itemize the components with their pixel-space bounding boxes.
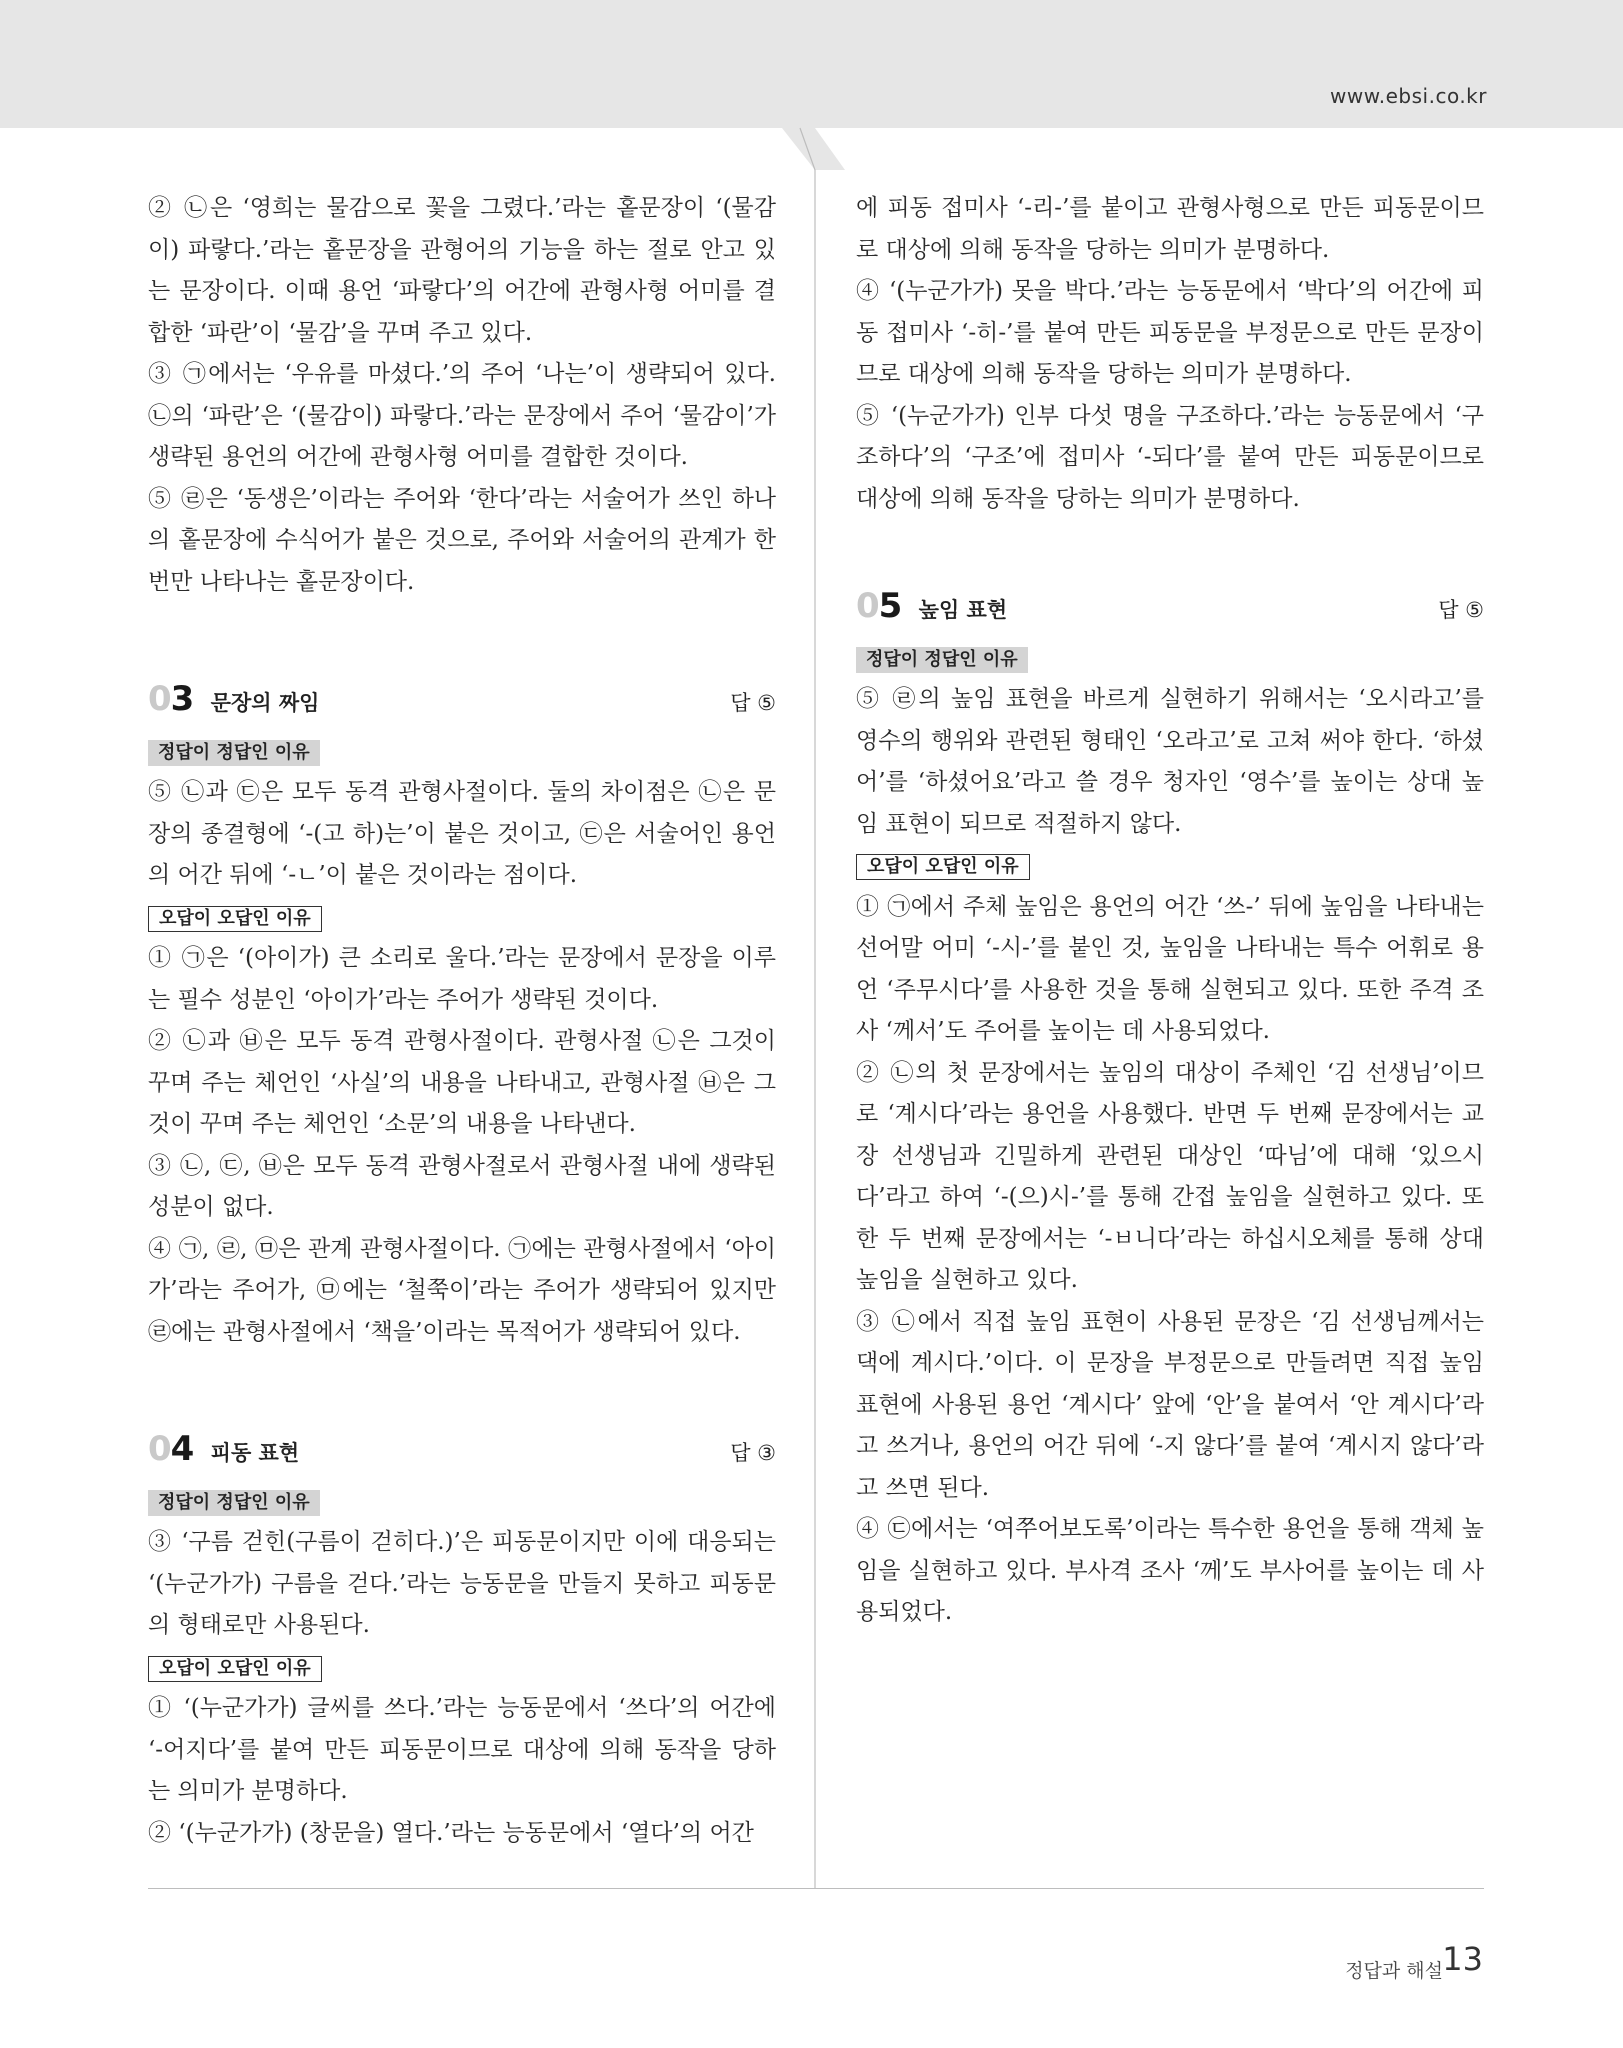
paragraph: ② ㉡과 ㉥은 모두 동격 관형사절이다. 관형사절 ㉡은 그것이 꾸며 주는 체언인 ‘사실’의 내용을 나타내고, 관형사절 ㉥은 그것이 꾸며 주는 체언인 ‘소문’의 내용을 나타낸다.	[148, 1028, 776, 1137]
correct-reason-label: 정답이 정답인 이유	[148, 1490, 320, 1516]
paragraph: ③ ㉠에서는 ‘우유를 마셨다.’의 주어 ‘나는’이 생략되어 있다. ㉡의 ‘파란’은 ‘(물감이) 파랗다.’라는 문장에서 주어 ‘물감이’가 생략된 용언의 어간에 관형사형 어미를 결합한 것이다.	[148, 361, 776, 470]
wrong-reason-label: 오답이 오답인 이유	[148, 906, 322, 932]
paragraph: ② ㉡의 첫 문장에서는 높임의 대상이 주체인 ‘김 선생님’이므로 ‘계시다’라는 용언을 사용했다. 반면 두 번째 문장에서는 교장 선생님과 긴밀하게 관련된 대상인 ‘따님’에 대해 ‘있으시다’라고 하여 ‘-(으)시-’를 통해 간접 높임을 실현하고 있다. 또한 두 번째 문장에서는 ‘-ㅂ니다’라는 하십시오체를 통해 상대 높임을 실현하고 있다.	[856, 1059, 1484, 1293]
footer-rule	[148, 1888, 1484, 1889]
correct-reason-label: 정답이 정답인 이유	[148, 740, 320, 766]
paragraph: ① ㉠에서 주체 높임은 용언의 어간 ‘쓰-’ 뒤에 높임을 나타내는 선어말 어미 ‘-시-’를 붙인 것, 높임을 나타내는 특수 어휘로 용언 ‘주무시다’를 사용한 것을 통해 실현되고 있다. 또한 주격 조사 ‘께서’도 주어를 높이는 데 사용되었다.	[856, 893, 1484, 1044]
section-number	[148, 679, 193, 719]
paragraph: ④ ㉠, ㉣, ㉤은 관계 관형사절이다. ㉠에는 관형사절에서 ‘아이가’라는 주어가, ㉤에는 ‘철쭉이’라는 주어가 생략되어 있지만 ㉣에는 관형사절에서 ‘책을’이라는 목적어가 생략되어 있다.	[148, 1235, 776, 1345]
header-notch	[782, 128, 845, 170]
section-title: 문장의 짜임	[210, 691, 320, 715]
page-number: 13	[1442, 1940, 1483, 1978]
paragraph: ⑤ ㉡과 ㉢은 모두 동격 관형사절이다. 둘의 차이점은 ㉡은 문장의 종결형에 ‘-(고 하)는’이 붙은 것이고, ㉢은 서술어인 용언의 어간 뒤에 ‘-ㄴ’이 붙은 것이라는 점이다.	[148, 779, 776, 888]
section-title: 피동 표현	[210, 1441, 300, 1465]
column-divider	[800, 128, 815, 1888]
section-answer: 답 ③	[730, 1441, 776, 1465]
paragraph: ⑤ ‘(누군가가) 인부 다섯 명을 구조하다.’라는 능동문에서 ‘구조하다’의 ‘구조’에 접미사 ‘-되다’를 붙여 만든 피동문이므로 대상에 의해 동작을 당하는 의미가 분명하다.	[856, 402, 1484, 512]
paragraph: ③ ㉡에서 직접 높임 표현이 사용된 문장은 ‘김 선생님께서는 댁에 계시다.’이다. 이 문장을 부정문으로 만들려면 직접 높임 표현에 사용된 용언 ‘계시다’ 앞에 ‘안’을 붙여서 ‘안 계시다’라고 쓰거나, 용언의 어간 뒤에 ‘-지 않다’를 붙여 ‘계시지 않다’라고 쓰면 된다.	[856, 1308, 1484, 1501]
paragraph: ⑤ ㉣의 높임 표현을 바르게 실현하기 위해서는 ‘오시라고’를 영수의 행위와 관련된 형태인 ‘오라고’로 고쳐 써야 한다. ‘하셨어’를 ‘하셨어요’라고 쓸 경우 청자인 ‘영수’를 높이는 상대 높임 표현이 되므로 적절하지 않다.	[856, 686, 1484, 837]
paragraph: 에 피동 접미사 ‘-리-’를 붙이고 관형사형으로 만든 피동문이므로 대상에 의해 동작을 당하는 의미가 분명하다.	[856, 195, 1484, 263]
wrong-reason-label: 오답이 오답인 이유	[856, 854, 1030, 880]
section-header-03	[148, 679, 776, 725]
section-answer: 답 ⑤	[730, 691, 776, 715]
section-number-main: 5	[878, 586, 902, 626]
left-column	[148, 188, 776, 1854]
paragraph: ③ ㉡, ㉢, ㉥은 모두 동격 관형사절로서 관형사절 내에 생략된 성분이 없다.	[148, 1152, 776, 1220]
paragraph: ② ㉡은 ‘영희는 물감으로 꽃을 그렸다.’라는 홑문장이 ‘(물감이) 파랗다.’라는 홑문장을 관형어의 기능을 하는 절로 안고 있는 문장이다. 이때 용언 ‘파랗다’의 어간에 관형사형 어미를 결합한 ‘파란’이 ‘물감’을 꾸며 주고 있다.	[148, 195, 776, 346]
site-url: www.ebsi.co.kr	[1330, 84, 1487, 108]
section-number-lead: 0	[148, 1429, 171, 1469]
paragraph: ④ ‘(누군가가) 못을 박다.’라는 능동문에서 ‘박다’의 어간에 피동 접미사 ‘-히-’를 붙여 만든 피동문을 부정문으로 만든 문장이므로 대상에 의해 동작을 당하는 의미가 분명하다.	[856, 278, 1484, 387]
section-header-05	[856, 586, 1484, 632]
paragraph: ⑤ ㉣은 ‘동생은’이라는 주어와 ‘한다’라는 서술어가 쓰인 하나의 홑문장에 수식어가 붙은 것으로, 주어와 서술어의 관계가 한 번만 나타나는 홑문장이다.	[148, 485, 776, 595]
section-number	[856, 586, 901, 626]
footer-label: 정답과 해설	[1345, 1960, 1443, 1982]
paragraph: ① ㉠은 ‘(아이가) 큰 소리로 울다.’라는 문장에서 문장을 이루는 필수 성분인 ‘아이가’라는 주어가 생략된 것이다.	[148, 945, 776, 1013]
paragraph: ① ‘(누군가가) 글씨를 쓰다.’라는 능동문에서 ‘쓰다’의 어간에 ‘-어지다’를 붙여 만든 피동문이므로 대상에 의해 동작을 당하는 의미가 분명하다.	[148, 1695, 776, 1804]
section-title: 높임 표현	[918, 598, 1008, 622]
section-number-lead: 0	[856, 586, 879, 626]
paragraph: ② ‘(누군가가) (창문을) 열다.’라는 능동문에서 ‘열다’의 어간	[148, 1819, 754, 1846]
correct-reason-label: 정답이 정답인 이유	[856, 647, 1028, 673]
section-number-lead: 0	[148, 679, 171, 719]
section-number	[148, 1429, 193, 1469]
paragraph: ③ ‘구름 걷힌(구름이 걷히다.)’은 피동문이지만 이에 대응되는 ‘(누군가가) 구름을 걷다.’라는 능동문을 만들지 못하고 피동문의 형태로만 사용된다.	[148, 1529, 776, 1638]
paragraph: ④ ㉢에서는 ‘여쭈어보도록’이라는 특수한 용언을 통해 객체 높임을 실현하고 있다. 부사격 조사 ‘께’도 부사어를 높이는 데 사용되었다.	[856, 1516, 1484, 1625]
section-header-04	[148, 1429, 776, 1475]
right-column	[856, 188, 1484, 1634]
wrong-reason-label: 오답이 오답인 이유	[148, 1656, 322, 1682]
section-answer: 답 ⑤	[1438, 598, 1484, 622]
section-number-main: 3	[170, 679, 194, 719]
section-number-main: 4	[170, 1429, 194, 1469]
